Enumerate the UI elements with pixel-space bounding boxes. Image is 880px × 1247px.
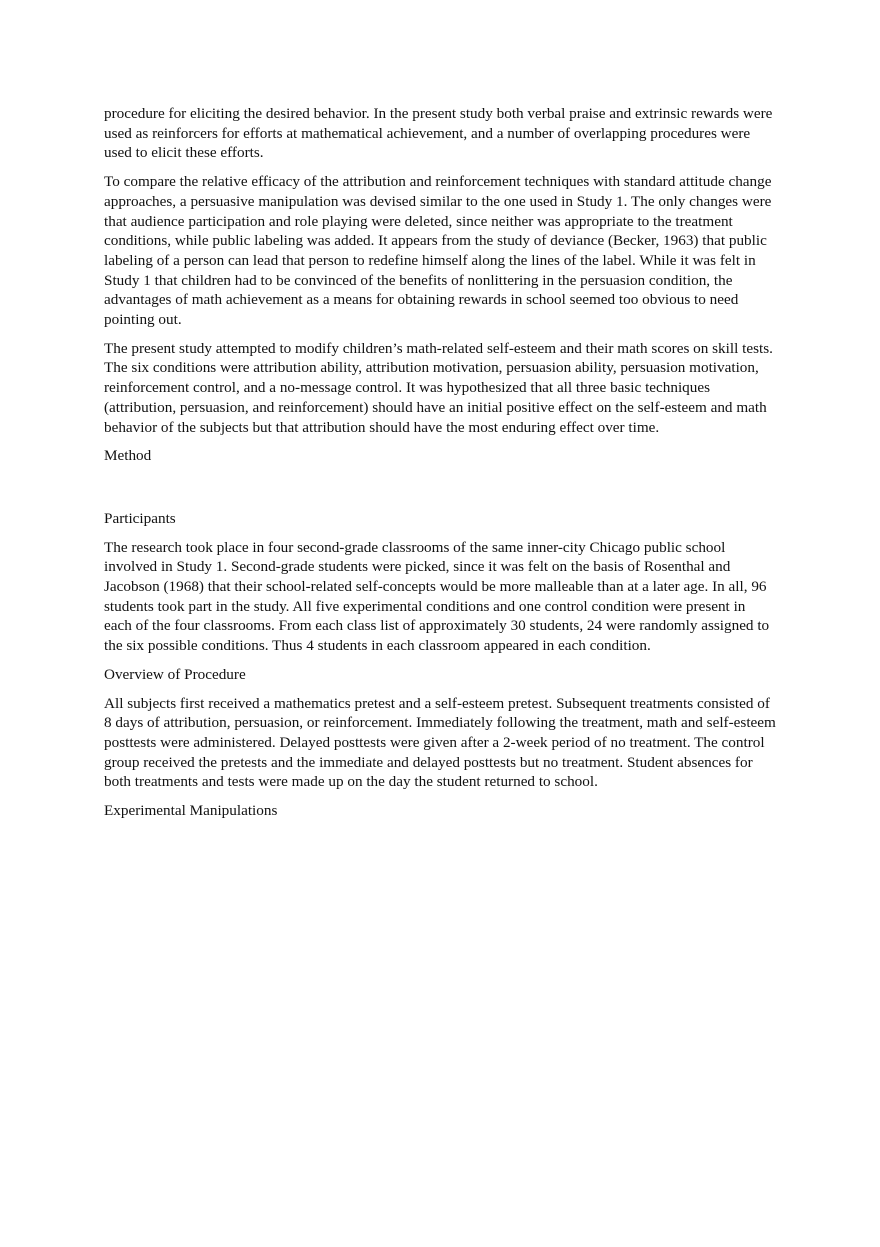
heading-method: Method [104,447,152,465]
heading-participants: Participants [104,509,176,527]
paragraph-persuasion-manipulation: To compare the relative efficacy of the attribution and reinforcement techniques with standard attitude change approaches, a persuasive manipulation was devised similar to the one used in Study 1. The only changes were that audience participation and role playing were deleted, since neither was appropriate to the treatment conditions, while public labeling was added. It appears from the study of deviance (Becker, 1963) that public labeling of a person can lead that person to redefine himself along the lines of the label. While it was felt in Study 1 that children had to be convinced of the benefits of nonlittering in the persuasion condition, the advantages of math achievement as a means for obtaining rewards in school seemed too obvious to need pointing out. [104,173,772,329]
paragraph-study-hypothesis: The present study attempted to modify children’s math-related self-esteem and their math scores on skill tests. The six conditions were attribution ability, attribution motivation, persuasion ability, persuasion motivation, reinforcement control, and a no-message control. It was hypothesized that all three basic techniques (attribution, persuasion, and reinforcement) should have an initial positive effect on the self-esteem and math behavior of the subjects but that attribution should have the most enduring effect over time. [104,339,773,436]
paragraph-participants: The research took place in four second-grade classrooms of the same inner-city Chicago public school involved in Study 1. Second-grade students were picked, since it was felt on the basis of Rosenthal and Jacobson (1968) that their school-related self-concepts would be more malleable than at a later age. In all, 96 students took part in the study. All five experimental conditions and one control condition were present in each of the four classrooms. From each class list of approximately 30 students, 24 were randomly assigned to the six possible conditions. Thus 4 students in each classroom appeared in each condition. [104,538,770,655]
heading-experimental-manipulations: Experimental Manipulations [104,802,278,820]
paragraph-overview-of-procedure: All subjects first received a mathematics pretest and a self-esteem pretest. Subsequent treatments consisted of 8 days of attribution, persuasion, or reinforcement. Immediately following the treatment, math and self-esteem posttests were administered. Delayed posttests were given after a 2-week period of no treatment. The control group received the pretests and the immediate and delayed posttests but no treatment. Student absences for both treatments and tests were made up on the day the student returned to school. [104,694,776,791]
document-page [104,104,776,830]
paragraph-reinforcement-procedure: procedure for eliciting the desired behavior. In the present study both verbal praise and extrinsic rewards were used as reinforcers for efforts at mathematical achievement, and a number of overlapping procedures were used to elicit these efforts. [104,105,773,162]
heading-overview-of-procedure: Overview of Procedure [104,665,246,683]
